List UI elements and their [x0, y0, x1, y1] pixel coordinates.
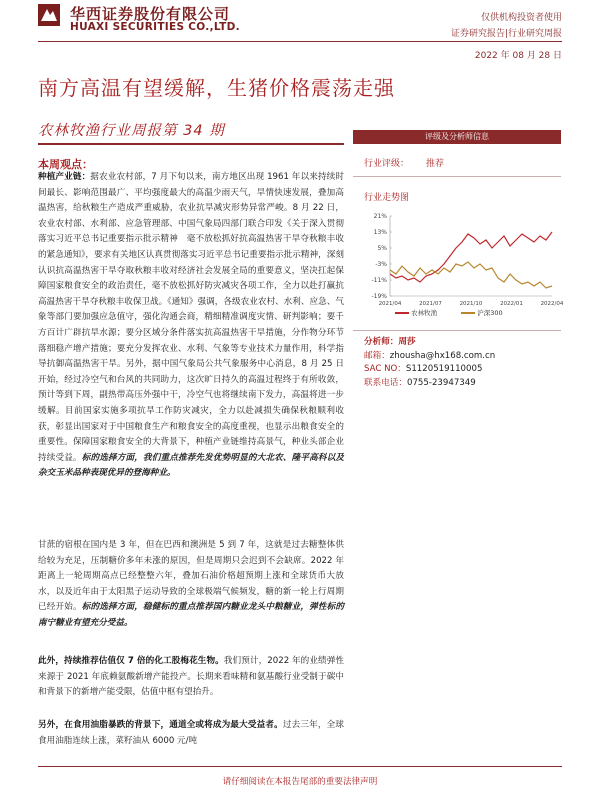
text-meihua: 我们预计，2022 年的业绩弹性来源于 2021 年底赖氨酸新增产能投产。长期来看味精和氨基酸行业受制于碳中和背景下的新增产能受限，估值中枢有望抬升。 — [38, 656, 344, 698]
y-tick-label: 21% — [373, 213, 387, 220]
lead-meihua: 此外，持续推荐估值仅 7 倍的化工股梅花生物。 — [38, 656, 224, 666]
rating-divider — [353, 176, 561, 177]
pick-sugar: 标的选择方面，稳健标的重点推荐国内糖业龙头中粮糖业，弹性标的南宁糖业有望充分受益。 — [38, 602, 344, 628]
paragraph-oil — [38, 718, 344, 749]
x-tick-label: 2021/07 — [419, 301, 442, 307]
y-tick-label: 13% — [373, 229, 387, 236]
legend-label-csi: 沪深300 — [477, 309, 503, 317]
phone-label: 联系电话： — [364, 377, 407, 388]
lead-planting: 种植产业链： — [38, 172, 91, 182]
paragraph-planting — [38, 170, 344, 482]
report-type: 证券研究报告|行业研究周报 — [450, 29, 562, 39]
paragraph-sugar — [38, 538, 344, 632]
legal-notice: 请仔细阅读在本报告尾部的重要法律声明 — [222, 777, 378, 787]
lead-oil: 另外，在食用油脂暴跌的背景下，通道全或将成为最大受益者。 — [38, 720, 283, 730]
x-tick-label: 2021/04 — [378, 301, 402, 307]
y-tick-label: -11% — [371, 277, 387, 284]
rating-value: 推荐 — [426, 159, 445, 169]
x-tick-label: 2022/04 — [540, 301, 564, 307]
text-planting: 据农业农村部，7 月下旬以来，南方地区出现 1961 年以来持续时间最长、影响范围最广、平均强度最大的高温少雨天气，旱情快速发展，叠加高温热害，给秋粮生产造成严重威胁，农业抗旱减灾形势异常严峻。8 月 22 日，农业农村部、水利部、应急管理部、中国气象局四部门联合印发《关于深入贯彻落实习近平总书记重要指示批示精神 毫不放松抓好抗高温热害干旱夺秋粮丰收的紧急通知》，要求有关地区认真贯彻落实习近平总书记重要指示批示精神，深刻认识抗高温热害干旱夺取秋粮丰收对经济社会发展全局的重要意义，坚决扛起保障国家粮食安全的政治责任，毫不放松抓好防灾减灾各项工作，全力以赴打赢抗高温热害干旱夺秋粮丰收保卫战。《通知》强调，各级农业农村、水利、应急、气象等部门要加强应急值守，强化沟通会商，精细精准调度灾情、研判影响；要千方百计广辟抗旱水源；要分区域分条件落实抗高温热害干旱措施，分作物分环节落细稳产增产措施；要充分发挥农业、水利、气象等专业技术力量作用，科学指导抗御高温热害干旱。另外，据中国气象局公共气象服务中心消息，8 月 25 日开始，经过冷空气和台风的共同助力，这次旷日持久的高温过程终于有所收敛，预计等到下周，副热带高压外强中干，冷空气也将继续南下发力，高温将进一步缓解。目前国家实施多项抗旱工作防灾减灾，全力以赴减损失确保秋粮顺利收获，彰显出国家对于中国粮食生产和粮食安全的高度重视，也显示出粮食安全的重要性。保障国家粮食安全的大背景下，种植产业链维持高景气，种业头部企业持续受益。 — [38, 172, 344, 463]
rating-panel-title: 评级及分析师信息 — [353, 130, 561, 144]
section-heading: 本周观点： — [38, 158, 93, 171]
analyst-name: 周莎 — [398, 337, 416, 347]
y-tick-label: -19% — [371, 293, 387, 300]
text-sugar: 甘蔗的宿根在国内是 3 年，但在巴西和澳洲是 5 到 7 年，这就是过去糖整体供给较为充足，压制糖价多年未涨的原因，但是周期只会迟到不会缺席。2022 年距离上一轮周期高点已经整整六年，叠加石油价格超预期上涨和全球货币大放水，以及近年由于太阳黑子运动导致的全球极端气候频发，糖的新一轮上行周期已经开始。 — [38, 540, 344, 613]
brand-name-en: HUAXI SECURITIES CO.,LTD. — [70, 21, 240, 33]
analyst-block — [364, 336, 495, 390]
subtitle-divider — [38, 143, 344, 145]
legend-label-agri: 农林牧渔 — [411, 309, 438, 317]
huaxi-logo-icon — [38, 4, 60, 26]
analyst-email[interactable]: zhousha@hx168.com.cn — [389, 350, 496, 361]
trend-label: 行业走势图 — [364, 193, 410, 203]
audience-note: 仅供机构投资者使用 — [480, 13, 562, 23]
y-tick-label: 5% — [377, 245, 387, 252]
pick-planting: 标的选择方面，我们重点推荐先发优势明显的大北农、隆平高科以及杂交玉米品种表现优异的登海种业。 — [38, 452, 344, 479]
footer-divider — [38, 766, 562, 767]
chart-divider — [353, 330, 561, 331]
x-tick-label: 2022/01 — [500, 301, 523, 307]
industry-trend-chart — [364, 210, 564, 322]
legend-swatch-csi — [461, 312, 475, 314]
brand-name-cn: 华西证券股份有限公司 — [70, 5, 231, 23]
report-title: 南方高温有望缓解，生猪价格震荡走强 — [38, 76, 395, 100]
x-tick-label: 2021/10 — [459, 301, 483, 307]
header-divider — [38, 41, 562, 42]
series-line-agri — [390, 232, 552, 282]
paragraph-meihua — [38, 654, 344, 701]
email-label: 邮箱： — [364, 350, 390, 361]
chart-legend — [395, 308, 503, 317]
legend-swatch-agri — [395, 312, 409, 314]
series-line-csi300 — [390, 262, 552, 288]
report-subtitle: 农林牧渔行业周报第 34 期 — [38, 123, 225, 139]
report-date: 2022 年 08 月 28 日 — [474, 51, 562, 61]
sac-label: SAC NO： — [364, 364, 406, 374]
analyst-label: 分析师： — [364, 337, 399, 347]
rating-label: 行业评级： — [364, 159, 410, 169]
text-oil: 过去三年，全球食用油脂连续上涨，菜籽油从 6000 元/吨 — [38, 720, 344, 746]
y-tick-label: -3% — [375, 261, 387, 268]
analyst-sac: S1120519110005 — [405, 364, 483, 374]
analyst-phone: 0755-23947349 — [406, 377, 476, 388]
